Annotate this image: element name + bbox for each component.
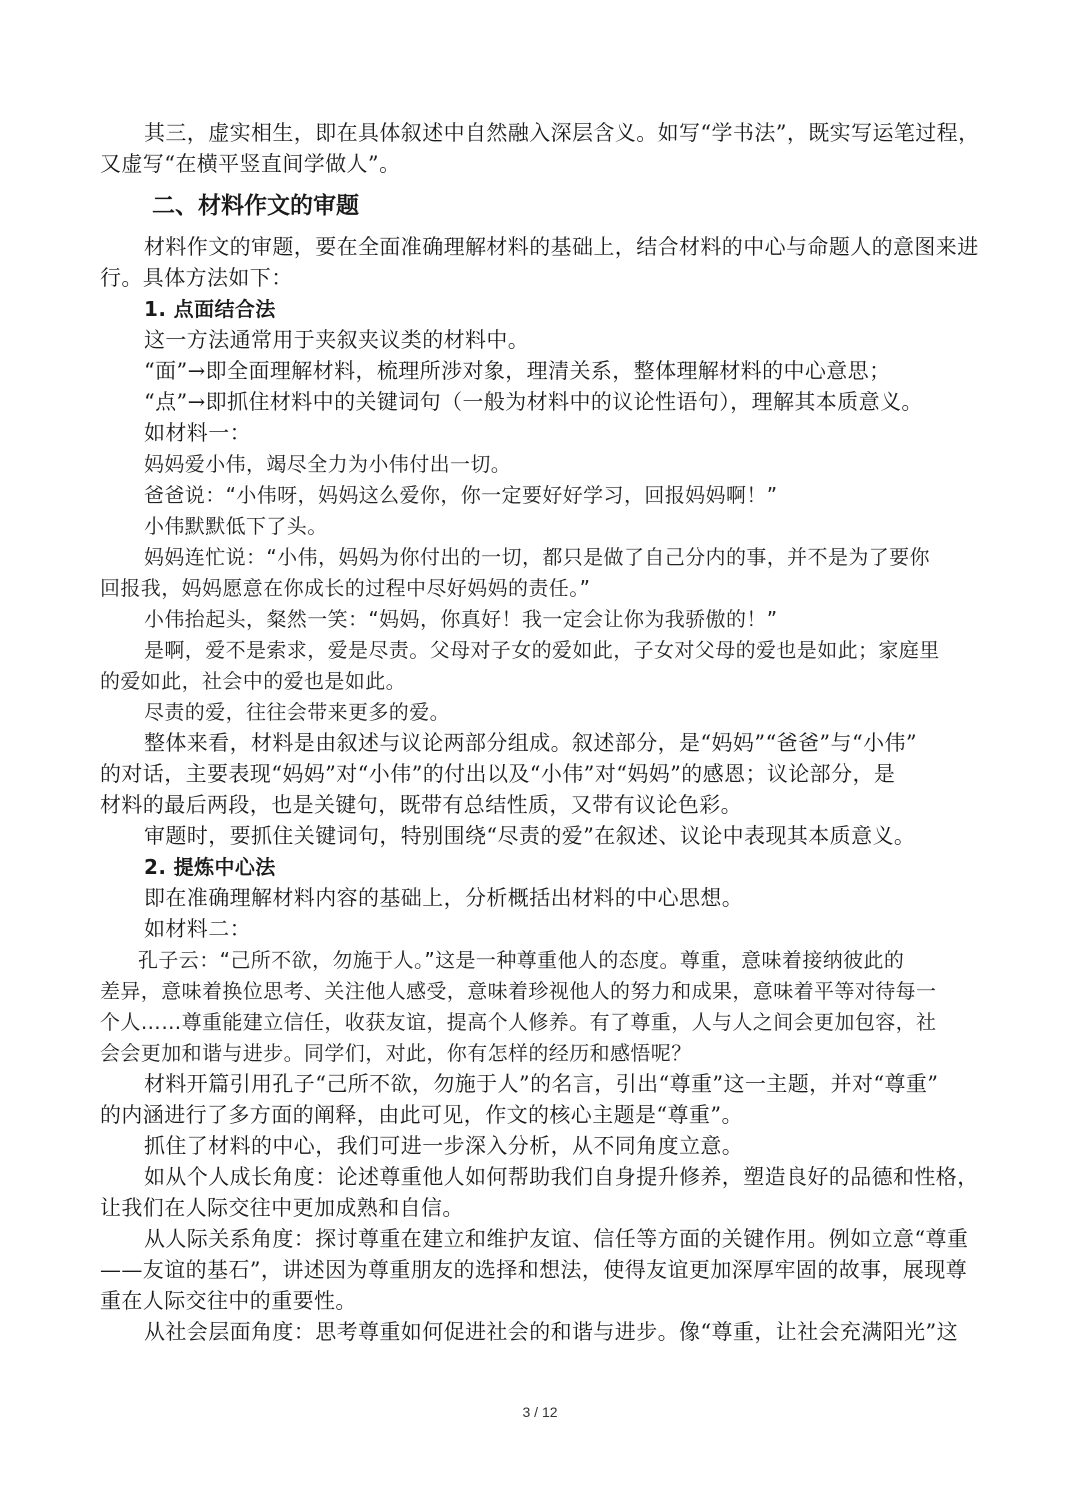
- material-line: 孔子云：“己所不欲，勿施于人。”这是一种尊重他人的态度。尊重，意味着接纳彼此的: [138, 948, 905, 972]
- paragraph-line: 即在准确理解材料内容的基础上，分析概括出材料的中心思想。: [144, 886, 744, 910]
- material-line: 会会更加和谐与进步。同学们，对此，你有怎样的经历和感悟呢？: [100, 1041, 692, 1065]
- subsection-heading: 1. 点面结合法: [144, 297, 276, 321]
- paragraph-line: “点”→即抓住材料中的关键词句（一般为材料中的议论性语句），理解其本质意义。: [144, 390, 923, 414]
- paragraph-line: 又虚写“在横平竖直间学做人”。: [100, 152, 401, 176]
- paragraph-line: “面”→即全面理解材料，梳理所涉对象，理清关系，整体理解材料的中心意思；: [144, 359, 891, 383]
- material-line: 尽责的爱，往往会带来更多的爱。: [144, 700, 450, 724]
- material-line: 回报我，妈妈愿意在你成长的过程中尽好妈妈的责任。”: [100, 576, 591, 600]
- material-line: 妈妈连忙说：“小伟，妈妈为你付出的一切，都只是做了自己分内的事，并不是为了要你: [144, 545, 930, 569]
- subsection-heading: 2. 提炼中心法: [144, 855, 276, 879]
- paragraph-line: 抓住了材料的中心，我们可进一步深入分析，从不同角度立意。: [144, 1134, 744, 1158]
- document-body: [100, 118, 982, 1348]
- paragraph-line: 审题时，要抓住关键词句，特别围绕“尽责的爱”在叙述、议论中表现其本质意义。: [144, 824, 916, 848]
- material-line: 爸爸说：“小伟呀，妈妈这么爱你，你一定要好好学习，回报妈妈啊！”: [144, 483, 778, 507]
- paragraph-line: 从人际关系角度：探讨尊重在建立和维护友谊、信任等方面的关键作用。例如立意“尊重: [144, 1227, 969, 1251]
- material-line: 的爱如此，社会中的爱也是如此。: [100, 669, 406, 693]
- paragraph-line: ——友谊的基石”，讲述因为尊重朋友的选择和想法，使得友谊更加深厚牢固的故事，展现尊: [100, 1258, 968, 1282]
- page-number: 3 / 12: [522, 1404, 558, 1420]
- paragraph-line: 重在人际交往中的重要性。: [100, 1289, 357, 1313]
- material-line: 个人……尊重能建立信任，收获友谊，提高个人修养。有了尊重，人与人之间会更加包容，社: [100, 1010, 937, 1034]
- paragraph-line: 整体来看，材料是由叙述与议论两部分组成。叙述部分，是“妈妈”“爸爸”与“小伟”: [144, 731, 918, 755]
- material-line: 差异，意味着换位思考、关注他人感受，意味着珍视他人的努力和成果，意味着平等对待每一: [100, 979, 937, 1003]
- section-heading: 二、材料作文的审题: [152, 193, 359, 219]
- material-line: 小伟抬起头，粲然一笑：“妈妈，你真好！我一定会让你为我骄傲的！”: [144, 607, 778, 631]
- paragraph-line: 材料开篇引用孔子“己所不欲，勿施于人”的名言，引出“尊重”这一主题，并对“尊重”: [144, 1072, 939, 1096]
- paragraph-line: 如材料二：: [144, 917, 251, 941]
- material-line: 是啊，爱不是索求，爱是尽责。父母对子女的爱如此，子女对父母的爱也是如此；家庭里: [144, 638, 940, 662]
- paragraph-line: 让我们在人际交往中更加成熟和自信。: [100, 1196, 464, 1220]
- paragraph-line: 行。具体方法如下：: [100, 266, 293, 290]
- paragraph-line: 材料作文的审题，要在全面准确理解材料的基础上，结合材料的中心与命题人的意图来进: [144, 235, 979, 259]
- paragraph-line: 如材料一：: [144, 421, 251, 445]
- paragraph-line: 这一方法通常用于夹叙夹议类的材料中。: [144, 328, 530, 352]
- paragraph-line: 的对话，主要表现“妈妈”对“小伟”的付出以及“小伟”对“妈妈”的感恩；议论部分，是: [100, 762, 896, 786]
- paragraph-line: 其三，虚实相生，即在具体叙述中自然融入深层含义。如写“学书法”，既实写运笔过程，: [144, 121, 980, 145]
- paragraph-line: 从社会层面角度：思考尊重如何促进社会的和谐与进步。像“尊重，让社会充满阳光”这: [144, 1320, 959, 1344]
- material-line: 妈妈爱小伟，竭尽全力为小伟付出一切。: [144, 452, 512, 476]
- material-line: 小伟默默低下了头。: [144, 514, 328, 538]
- paragraph-line: 材料的最后两段，也是关键句，既带有总结性质，又带有议论色彩。: [100, 793, 742, 817]
- paragraph-line: 如从个人成长角度：论述尊重他人如何帮助我们自身提升修养，塑造良好的品德和性格，: [144, 1165, 979, 1189]
- paragraph-line: 的内涵进行了多方面的阐释，由此可见，作文的核心主题是“尊重”。: [100, 1103, 743, 1127]
